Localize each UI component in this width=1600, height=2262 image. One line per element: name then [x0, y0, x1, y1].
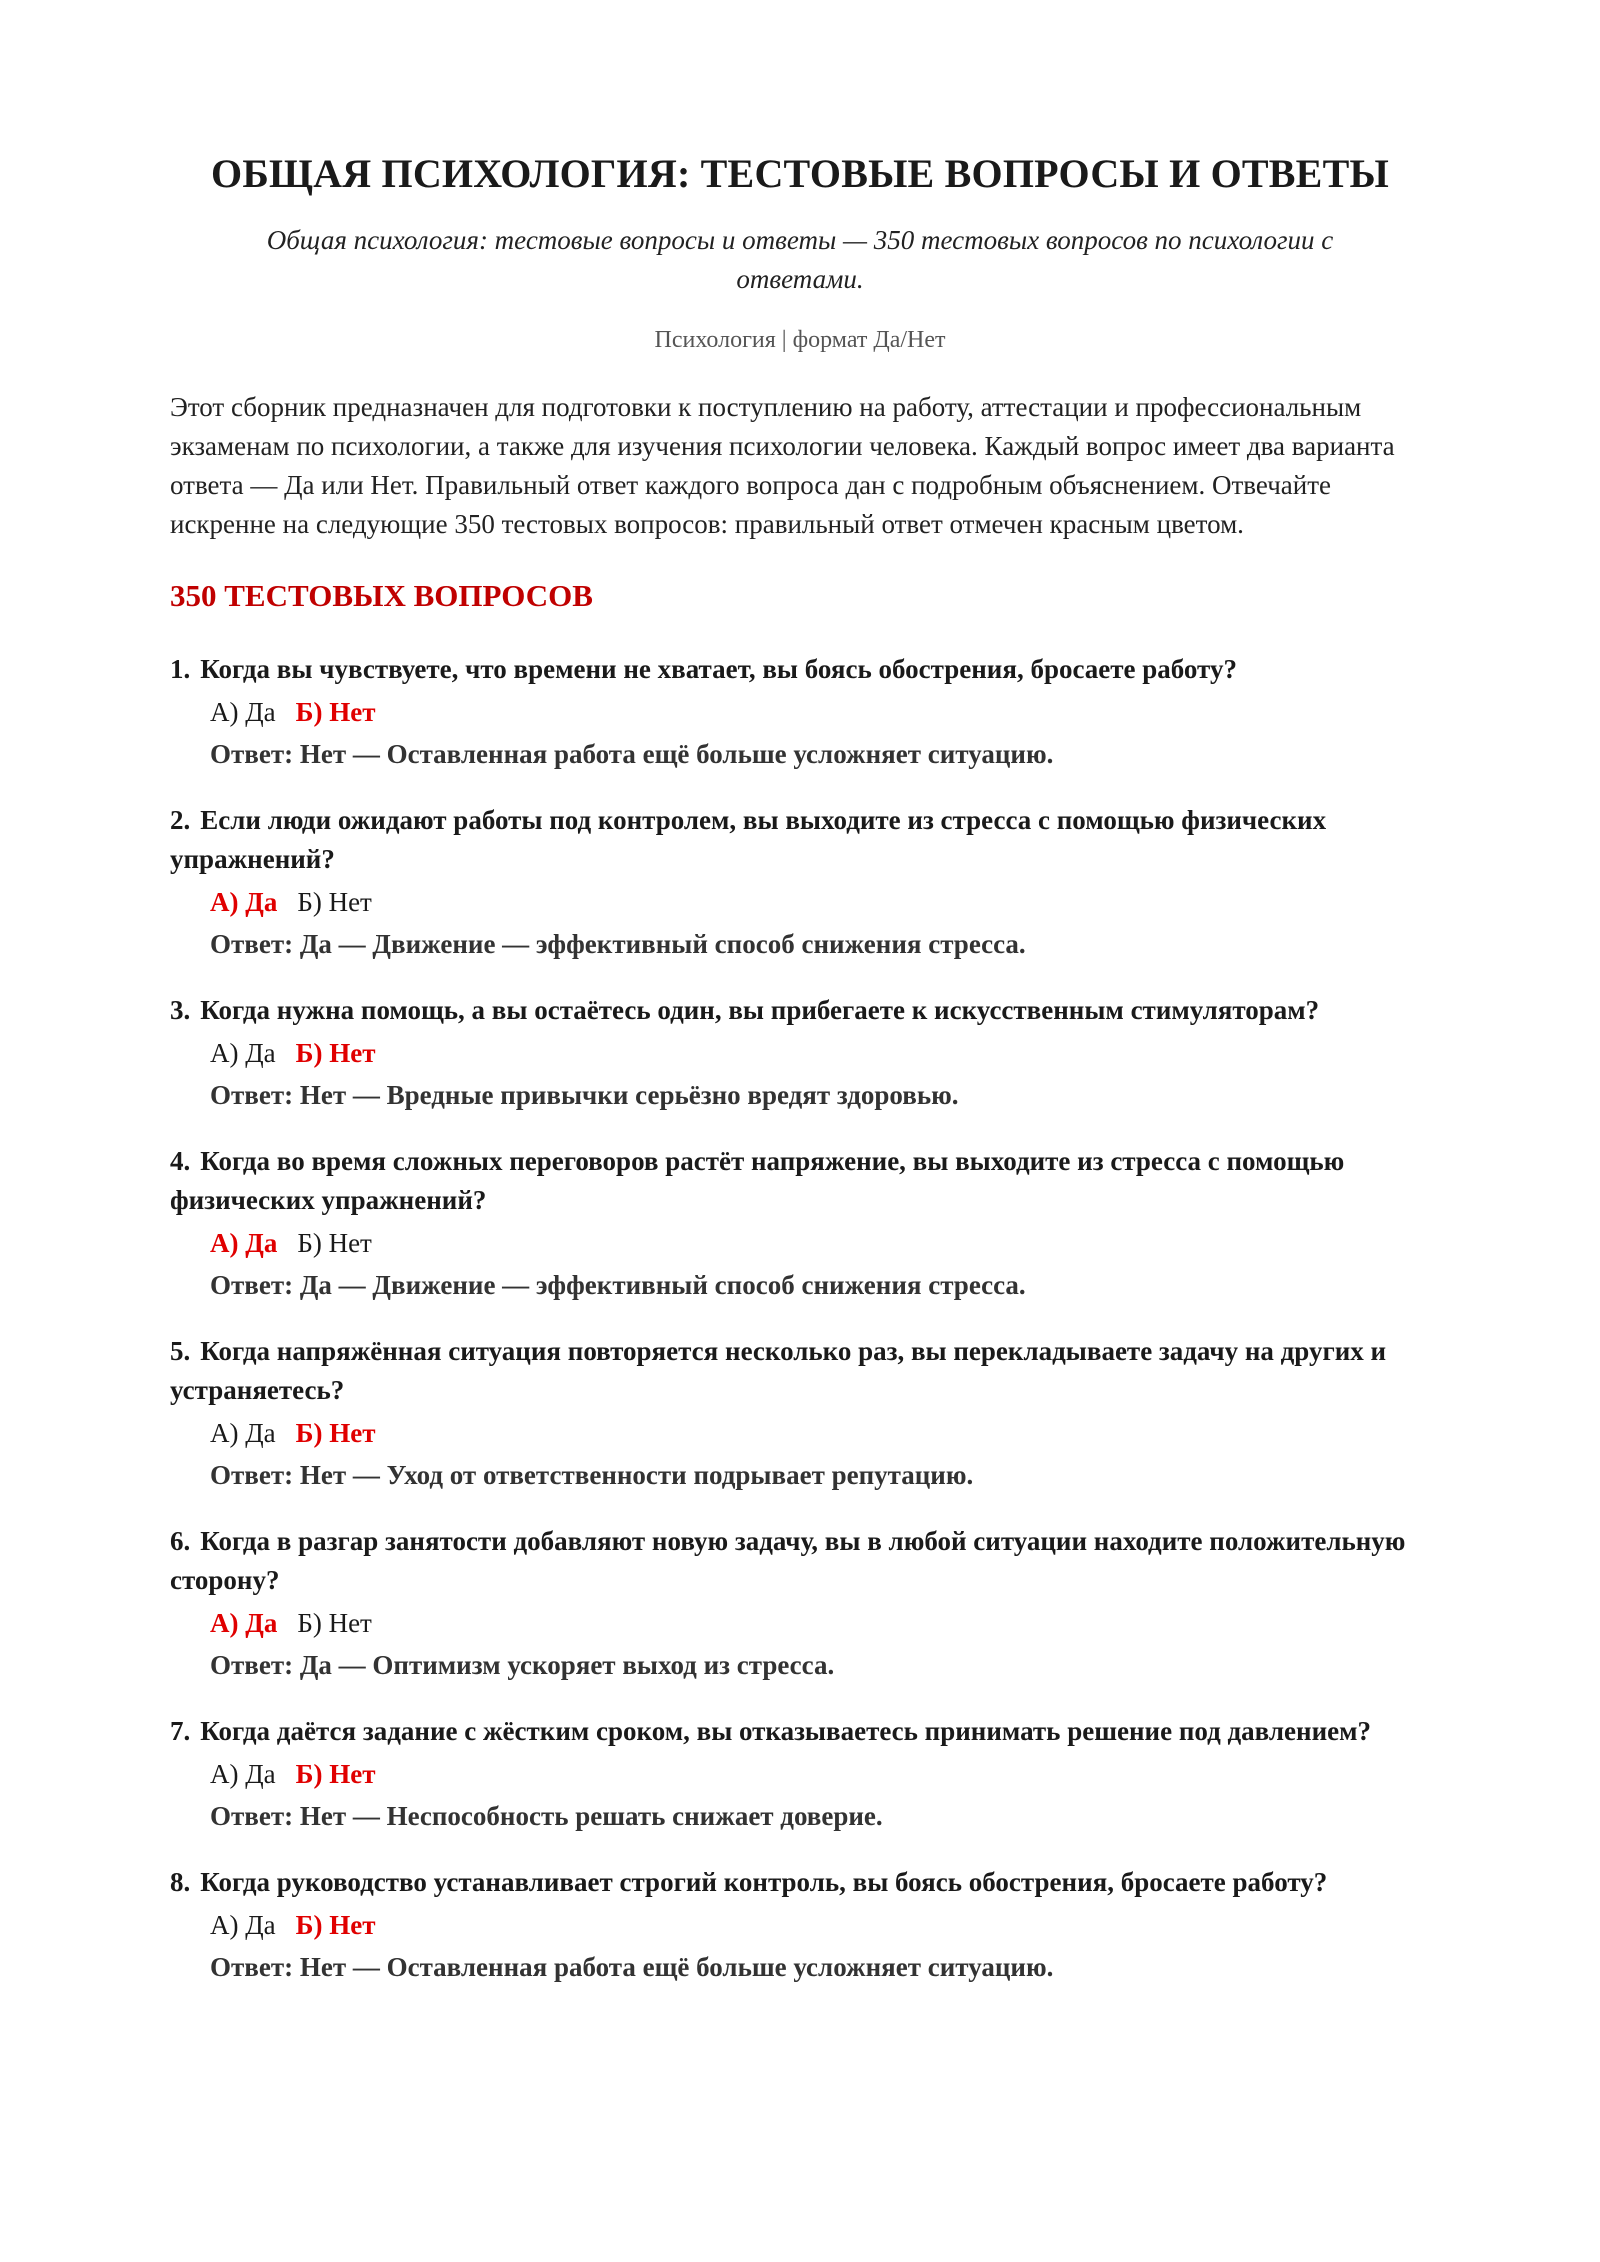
document-subtitle: Общая психология: тестовые вопросы и ответы — 350 тестовых вопросов по психологии с ответами.: [266, 225, 1334, 294]
answer-explanation: Ответ: Да — Оптимизм ускоряет выход из стресса.: [210, 1650, 835, 1680]
question-text: [170, 801, 1430, 879]
question-item: [170, 1863, 1430, 1987]
question-item: [170, 991, 1430, 1115]
correct-option: Б) Нет: [295, 1038, 376, 1068]
option: А) Да: [210, 1759, 276, 1789]
question-number: 1.: [170, 654, 191, 684]
answer-options: [210, 692, 1430, 732]
question-text: [170, 1863, 1430, 1902]
answer-options: [210, 1754, 1430, 1794]
question-text: [170, 991, 1430, 1030]
option: А) Да: [210, 1418, 276, 1448]
question-item: [170, 650, 1430, 774]
question-item: [170, 1142, 1430, 1305]
correct-option: Б) Нет: [295, 697, 376, 727]
answer-options: [210, 1033, 1430, 1073]
question-item: [170, 801, 1430, 964]
answer-explanation: Ответ: Да — Движение — эффективный способ снижения стресса.: [210, 929, 1026, 959]
answer-explanation: Ответ: Нет — Оставленная работа ещё больше усложняет ситуацию.: [210, 1952, 1054, 1982]
question-item: [170, 1332, 1430, 1495]
document-title: ОБЩАЯ ПСИХОЛОГИЯ: ТЕСТОВЫЕ ВОПРОСЫ И ОТВЕТЫ: [211, 151, 1389, 196]
option: А) Да: [210, 697, 276, 727]
question-label: Когда руководство устанавливает строгий контроль, вы боясь обострения, бросаете работу?: [200, 1867, 1328, 1897]
question-number: 8.: [170, 1867, 191, 1897]
question-number: 7.: [170, 1716, 191, 1746]
answer-options: [210, 1603, 1430, 1643]
question-number: 6.: [170, 1526, 191, 1556]
question-label: Когда напряжённая ситуация повторяется несколько раз, вы перекладываете задачу на других и устраняетесь?: [170, 1336, 1387, 1405]
question-item: [170, 1712, 1430, 1836]
correct-option: А) Да: [210, 1608, 278, 1638]
question-label: Когда вы чувствуете, что времени не хватает, вы боясь обострения, бросаете работу?: [200, 654, 1237, 684]
question-text: [170, 1142, 1430, 1220]
correct-option: Б) Нет: [295, 1759, 376, 1789]
question-item: [170, 1522, 1430, 1685]
answer-options: [210, 882, 1430, 922]
answer-explanation: Ответ: Нет — Оставленная работа ещё больше усложняет ситуацию.: [210, 739, 1054, 769]
document-intro: Этот сборник предназначен для подготовки к поступлению на работу, аттестации и профессиональным экзаменам по психологии, а также для изучения психологии человека. Каждый вопрос имеет два варианта ответа — Да или Нет. Правильный ответ каждого вопроса дан с подробным объяснением. Отвечайте искренне на следующие 350 тестовых вопросов: правильный ответ отмечен красным цветом.: [170, 392, 1395, 539]
question-number: 2.: [170, 805, 191, 835]
option: А) Да: [210, 1038, 276, 1068]
option: Б) Нет: [297, 887, 372, 917]
question-number: 4.: [170, 1146, 191, 1176]
question-label: Когда во время сложных переговоров растёт напряжение, вы выходите из стресса с помощью физических упражнений?: [170, 1146, 1345, 1215]
answer-options: [210, 1413, 1430, 1453]
correct-option: А) Да: [210, 1228, 278, 1258]
section-title: 350 ТЕСТОВЫХ ВОПРОСОВ: [170, 578, 593, 613]
question-text: [170, 650, 1430, 689]
answer-explanation: Ответ: Нет — Вредные привычки серьёзно вредят здоровью.: [210, 1080, 959, 1110]
correct-option: Б) Нет: [295, 1910, 376, 1940]
option: А) Да: [210, 1910, 276, 1940]
question-label: Когда даётся задание с жёстким сроком, вы отказываетесь принимать решение под давлением?: [200, 1716, 1372, 1746]
answer-explanation: Ответ: Нет — Неспособность решать снижает доверие.: [210, 1801, 883, 1831]
answer-explanation: Ответ: Да — Движение — эффективный способ снижения стресса.: [210, 1270, 1026, 1300]
answer-explanation: Ответ: Нет — Уход от ответственности подрывает репутацию.: [210, 1460, 974, 1490]
question-label: Когда в разгар занятости добавляют новую задачу, вы в любой ситуации находите положительную сторону?: [170, 1526, 1406, 1595]
answer-options: [210, 1905, 1430, 1945]
option: Б) Нет: [297, 1228, 372, 1258]
correct-option: А) Да: [210, 887, 278, 917]
question-number: 3.: [170, 995, 191, 1025]
question-label: Если люди ожидают работы под контролем, вы выходите из стресса с помощью физических упражнений?: [170, 805, 1327, 874]
option: Б) Нет: [297, 1608, 372, 1638]
question-list: [170, 650, 1430, 1987]
document-meta: Психология | формат Да/Нет: [654, 327, 946, 353]
answer-options: [210, 1223, 1430, 1263]
correct-option: Б) Нет: [295, 1418, 376, 1448]
question-text: [170, 1522, 1430, 1600]
question-number: 5.: [170, 1336, 191, 1366]
question-label: Когда нужна помощь, а вы остаётесь один, вы прибегаете к искусственным стимуляторам?: [200, 995, 1320, 1025]
question-text: [170, 1332, 1430, 1410]
question-text: [170, 1712, 1430, 1751]
